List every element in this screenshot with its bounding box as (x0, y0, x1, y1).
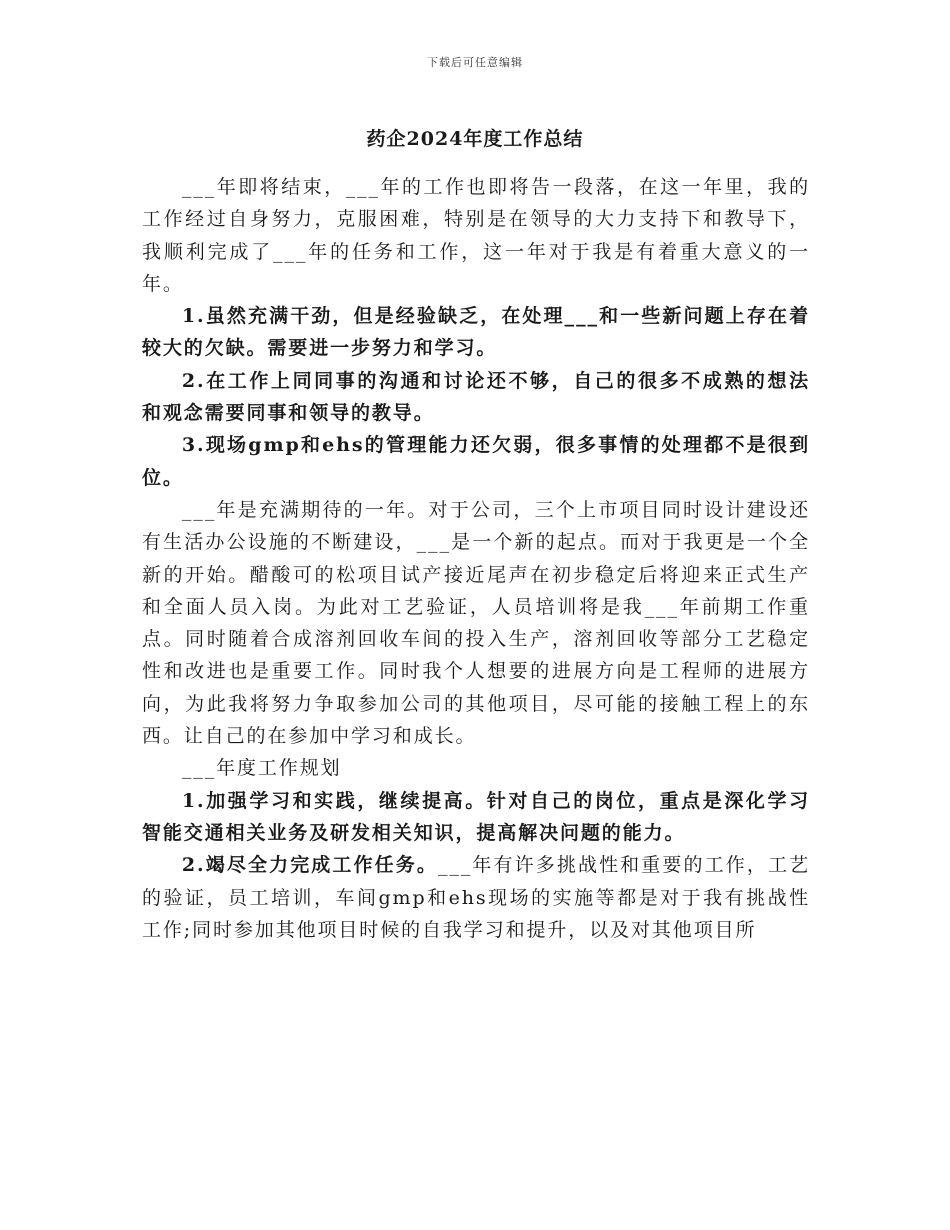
plan-item-1: 1.加强学习和实践，继续提高。针对自己的岗位，重点是深化学习智能交通相关业务及研发相关知识，提高解决问题的能力。 (142, 789, 810, 844)
shortcoming-item-2: 2.在工作上同同事的沟通和讨论还不够，自己的很多不成熟的想法和观念需要同事和领导的教导。 (142, 369, 810, 425)
header-note: 下载后可任意编辑 (427, 56, 523, 69)
intro-paragraph: ___年即将结束，___年的工作也即将告一段落，在这一年里，我的工作经过自身努力，克服困难，特别是在领导的大力支持下和教导下，我顺利完成了___年的任务和工作，这一年对于我是有着重大意义的一年。 (142, 176, 810, 295)
document-body (142, 171, 810, 946)
plan-item-2-lead: 2.竭尽全力完成工作任务。 (181, 854, 438, 877)
plan-item-2-rest: ___年有许多挑战性和重要的工作，工艺的验证，员工培训，车间gmp和ehs现场的实施等都是对于我有挑战性工作;同时参加其他项目时候的自我学习和提升，以及对其他项目所 (142, 854, 810, 941)
plan-item-2 (142, 849, 810, 946)
document-title: 药企2024年度工作总结 (366, 128, 584, 150)
plan-heading: ___年度工作规划 (181, 757, 342, 780)
shortcoming-item-3: 3.现场gmp和ehs的管理能力还欠弱，很多事情的处理都不是很到位。 (142, 434, 810, 489)
shortcoming-item-1: 1.虽然充满干劲，但是经验缺乏，在处理___和一些新问题上存在着较大的欠缺。需要进一步努力和学习。 (142, 305, 810, 360)
outlook-paragraph: ___年是充满期待的一年。对于公司，三个上市项目同时设计建设还有生活办公设施的不断建设，___是一个新的起点。而对于我更是一个全新的开始。醋酸可的松项目试产接近尾声在初步稳定后将迎来正式生产和全面人员入岗。为此对工艺验证，人员培训将是我___年前期工作重点。同时随着合成溶剂回收车间的投入生产，溶剂回收等部分工艺稳定性和改进也是重要工作。同时我个人想要的进展方向是工程师的进展方向，为此我将努力争取参加公司的其他项目，尽可能的接触工程上的东西。让自己的在参加中学习和成长。 (142, 498, 810, 748)
